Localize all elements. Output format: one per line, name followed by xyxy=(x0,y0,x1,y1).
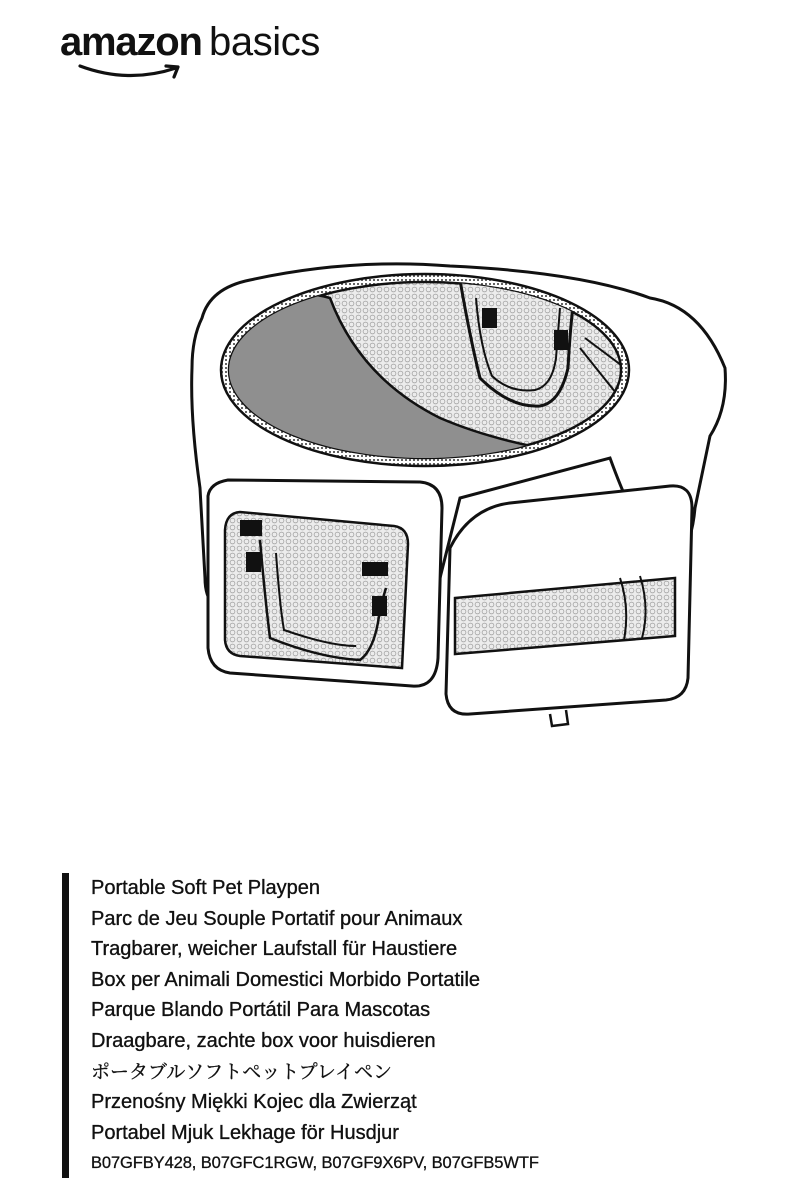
model-numbers: B07GFBY428, B07GFC1RGW, B07GF9X6PV, B07GFB5WTF xyxy=(91,1154,539,1173)
product-title-es: Parque Blando Portátil Para Mascotas xyxy=(91,999,431,1022)
velcro-tab-icon xyxy=(240,520,262,536)
product-title-it: Box per Animali Domestici Morbido Portatile xyxy=(91,968,481,991)
product-title-ja: ポータブルソフトペットプレイペン xyxy=(91,1060,392,1083)
amazon-basics-logo xyxy=(58,14,358,84)
playpen-illustration xyxy=(180,258,750,728)
velcro-tab-icon xyxy=(372,596,387,616)
velcro-tab-icon xyxy=(362,562,388,576)
product-title-de: Tragbarer, weicher Laufstall für Haustiere xyxy=(91,938,458,961)
velcro-tab-icon xyxy=(246,552,261,572)
product-title-sv: Portabel Mjuk Lekhage för Husdjur xyxy=(91,1121,399,1144)
product-title-pl: Przenośny Miękki Kojec dla Zwierząt xyxy=(91,1091,417,1114)
velcro-tab-icon xyxy=(482,308,497,328)
product-title-fr: Parc de Jeu Souple Portatif pour Animaux xyxy=(91,907,463,930)
product-title-nl: Draagbare, zachte box voor huisdieren xyxy=(91,1029,436,1052)
velcro-tab-icon xyxy=(554,330,568,350)
smile-arrow-icon xyxy=(78,62,188,84)
logo-sub: basics xyxy=(209,20,320,64)
product-title-block xyxy=(62,873,791,1178)
product-title-en: Portable Soft Pet Playpen xyxy=(91,877,321,899)
logo-brand: amazon xyxy=(60,20,202,64)
bottom-pull-tab xyxy=(550,710,568,726)
